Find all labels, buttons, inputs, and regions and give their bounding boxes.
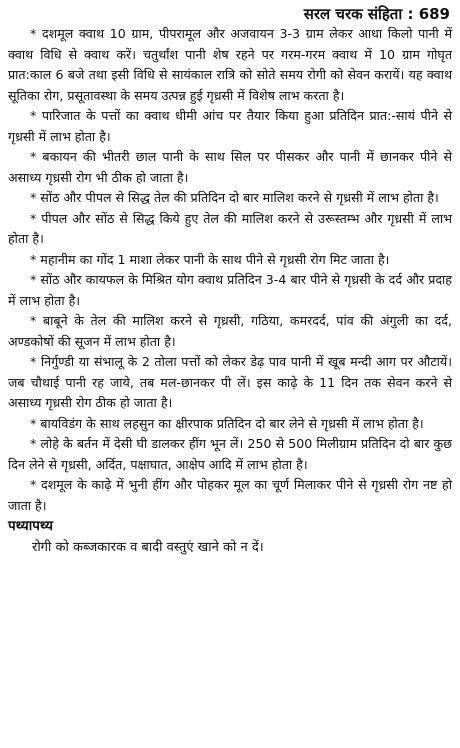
remedies-list bbox=[8, 24, 452, 516]
remedy-paragraph: * निर्गुण्डी या संभालू के 2 तोला पत्तों को लेकर डेढ़ पाव पानी में खूब मन्दी आग पर औटायें। जब चौथाई पानी रह जाये, तब मल-छानकर पी लें। इस काढ़े के 11 दिन तक सेवन करने से असाध्य गृध्रसी रोग ठीक हो जाता है। bbox=[8, 354, 452, 410]
remedy-paragraph: * पीपल और सोंठ से सिद्ध किये हुए तेल की मालिश करने से उरूस्तम्भ और गृध्रसी में लाभ होता है। bbox=[8, 210, 452, 246]
remedy-paragraph: * महानीम का गोंद 1 माशा लेकर पानी के साथ पीने से गृध्रसी रोग मिट जाता है। bbox=[30, 251, 390, 267]
running-header: सरल चरक संहिता : 689 bbox=[303, 5, 450, 23]
remedy-paragraph: * दशमूल के काढ़े में भुनी हींग और पोहकर मूल का चूर्ण मिलाकर पीने से गृध्रसी रोग नष्ट हो जाता है। bbox=[8, 477, 452, 513]
remedy-paragraph: * लोहे के बर्तन में देसी घी डालकर हींग भून लें। 250 से 500 मिलीग्राम प्रतिदिन दो बार कुछ दिन लेने से गृध्रसी, अर्दित, पक्षाघात, आक्षेप आदि में लाभ होता है। bbox=[8, 436, 452, 472]
remedy-paragraph: * बाबूने के तेल की मालिश करने से गृध्रसी, गठिया, कमरदर्द, पांव की अंगुली का दर्द, अण्डकोषों की सूजन में लाभ होता है। bbox=[8, 313, 452, 349]
remedy-paragraph: * पारिजात के पत्तों का क्वाथ धीमी आंच पर तैयार किया हुआ प्रतिदिन प्रात:-सायं पीने से गृध्रसी में लाभ होता है। bbox=[8, 108, 452, 144]
remedy-paragraph: * सोंठ और पीपल से सिद्ध तेल की प्रतिदिन दो बार मालिश करने से गृध्रसी में लाभ होता है। bbox=[30, 190, 439, 205]
remedy-paragraph: * बकायन की भीतरी छाल पानी के साथ सिल पर पीसकर और पानी में छानकर पीने से असाध्य गृध्रसी रोग भी ठीक हो जाता है। bbox=[8, 149, 452, 185]
diet-note: रोगी को कब्जकारक व बादी वस्तुएं खाने को न दें। bbox=[32, 540, 264, 555]
section-heading: पथ्यापथ्य bbox=[8, 518, 53, 534]
remedy-paragraph: * सोंठ और कायफल के मिश्रित योग क्वाथ प्रतिदिन 3-4 बार पीने से गृध्रसी के दर्द और प्रदाह में लाभ होता है। bbox=[8, 272, 452, 308]
remedy-paragraph: * बायविडंग के साथ लहसुन का क्षीरपाक प्रतिदिन दो बार लेने से गृध्रसी में लाभ होता है। bbox=[30, 415, 424, 431]
remedy-paragraph: * दशमूल क्वाथ 10 ग्राम, पीपरामूल और अजवायन 3-3 ग्राम लेकर आधा किलो पानी में क्वाथ विधि से क्वाथ करें। चतुर्थांश पानी शेष रहने पर गरम-गरम क्वाथ में 10 ग्राम गोघृत प्रात:काल 6 बजे तथा इसी विधि से सायंकाल रात्रि को सोते समय रोगी को सेवन करायें। यह क्वाथ सूतिका रोग, प्रसूतावस्था के समय उत्पन्न हुई गृध्रसी में विशेष लाभ करता है। bbox=[8, 26, 452, 103]
